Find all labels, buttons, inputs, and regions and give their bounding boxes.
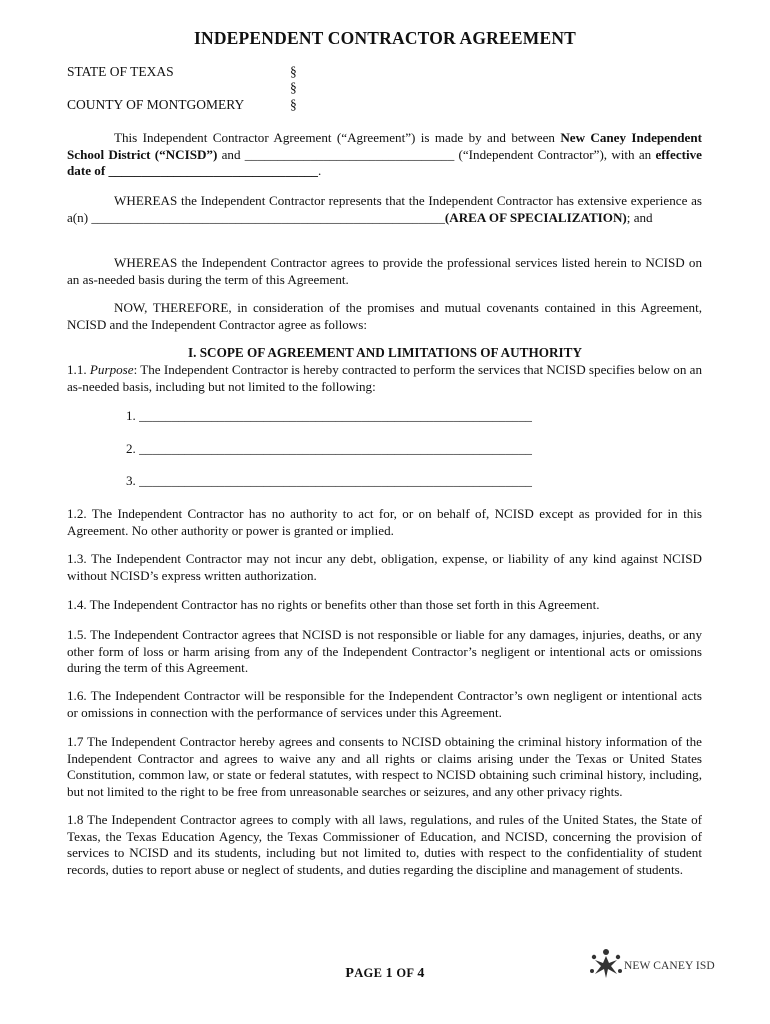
clause-1-3: 1.3. The Independent Contractor may not incur any debt, obligation, expense, or liability of any kind against NCISD without NCISD’s express written authorization. <box>67 551 702 583</box>
logo-text: NEW CANEY ISD <box>624 960 715 972</box>
clause-1-2: 1.2. The Independent Contractor has no authority to act for, or on behalf of, NCISD except as provided for in this Agreement. No other authority or power is granted or implied. <box>67 506 702 538</box>
whereas-text: ; and <box>626 209 653 225</box>
page-word: P <box>345 966 355 981</box>
area-of-specialization: (AREA OF SPECIALIZATION) <box>444 209 627 225</box>
intro-text: and ________________________________ (“Independent Contractor”), with an <box>217 146 656 162</box>
page-word: AGE <box>354 966 386 980</box>
clause-number: 1.1. <box>67 362 90 377</box>
section-heading: I. SCOPE OF AGREEMENT AND LIMITATIONS OF AUTHORITY <box>188 345 582 360</box>
intro-text: . <box>317 163 322 179</box>
whereas-text: WHEREAS the Independent Contractor represents that the Independent Contractor has extensive experience as a(n) ______________________________________________________ <box>67 193 702 225</box>
effective-date-label: effective date of ________________________________ <box>67 146 702 179</box>
clause-1-5: 1.5. The Independent Contractor agrees that NCISD is not responsible or liable for any damages, injuries, deaths, or any other form of loss or harm arising from any of the Independent Contractor’s negligent or intentional acts or omissions during the term of this Agreement. <box>67 627 702 676</box>
clause-1-4: 1.4. The Independent Contractor has no rights or benefits other than those set forth in this Agreement. <box>67 597 600 612</box>
section-symbol: § <box>290 97 297 112</box>
whereas-paragraph-2: WHEREAS the Independent Contractor agrees to provide the professional services listed herein to NCISD on an as-needed basis during the term of this Agreement. <box>67 255 702 287</box>
clause-1-1 <box>67 362 702 395</box>
clause-1-8: 1.8 The Independent Contractor agrees to comply with all laws, regulations, and rules of the United States, the State of Texas, the Texas Education Agency, the Texas Commissioner of Education, and NCISD, concerning the provision of services to NCISD and its students, including but not limited to, duties with respect to the confidentiality of student records, duties to report abuse or neglect of students, and duties regarding the discipline and management of students. <box>67 812 702 877</box>
star-people-logo-icon <box>586 947 626 981</box>
county-line: COUNTY OF MONTGOMERY <box>67 97 245 112</box>
whereas-paragraph-1 <box>67 193 702 226</box>
district-name: New Caney Independent School District (“NCISD”) <box>67 130 702 162</box>
intro-text: This Independent Contractor Agreement (“Agreement”) is made by and between <box>114 130 561 145</box>
clause-1-7: 1.7 The Independent Contractor hereby agrees and consents to NCISD obtaining the criminal history information of the Independent Contractor and agrees to waive any and all rights or claims arising under the Texas or United States Constitution, common law, or state or federal statutes, with respect to NCISD obtaining such criminal history, including, but not limited to the right to be free from unreasonable searches or seizures, and any other privacy rights. <box>67 734 702 799</box>
section-symbol: § <box>290 64 297 79</box>
clause-1-6: 1.6. The Independent Contractor will be responsible for the Independent Contractor’s own negligent or intentional acts or omissions in connection with the performance of services under this Agreement. <box>67 688 702 720</box>
page-total: 4 <box>417 966 425 981</box>
section-symbol: § <box>290 80 297 95</box>
page-of: OF <box>392 966 418 980</box>
page-current: 1 <box>385 966 393 981</box>
blank-service-item: 2. ____________________________________________________________ <box>126 441 532 456</box>
state-of-texas: STATE OF TEXAS <box>67 64 174 79</box>
intro-paragraph <box>67 130 702 180</box>
clause-label: Purpose <box>89 362 134 377</box>
now-therefore-paragraph: NOW, THEREFORE, in consideration of the promises and mutual covenants contained in this Agreement, NCISD and the Independent Contractor agree as follows: <box>67 300 702 332</box>
clause-text: : The Independent Contractor is hereby contracted to perform the services that NCISD specifies below on an as-needed basis, including but not limited to the following: <box>67 362 703 394</box>
document-title: INDEPENDENT CONTRACTOR AGREEMENT <box>193 28 577 48</box>
blank-service-item: 1. ____________________________________________________________ <box>126 408 532 423</box>
blank-service-item: 3. ____________________________________________________________ <box>126 473 532 488</box>
